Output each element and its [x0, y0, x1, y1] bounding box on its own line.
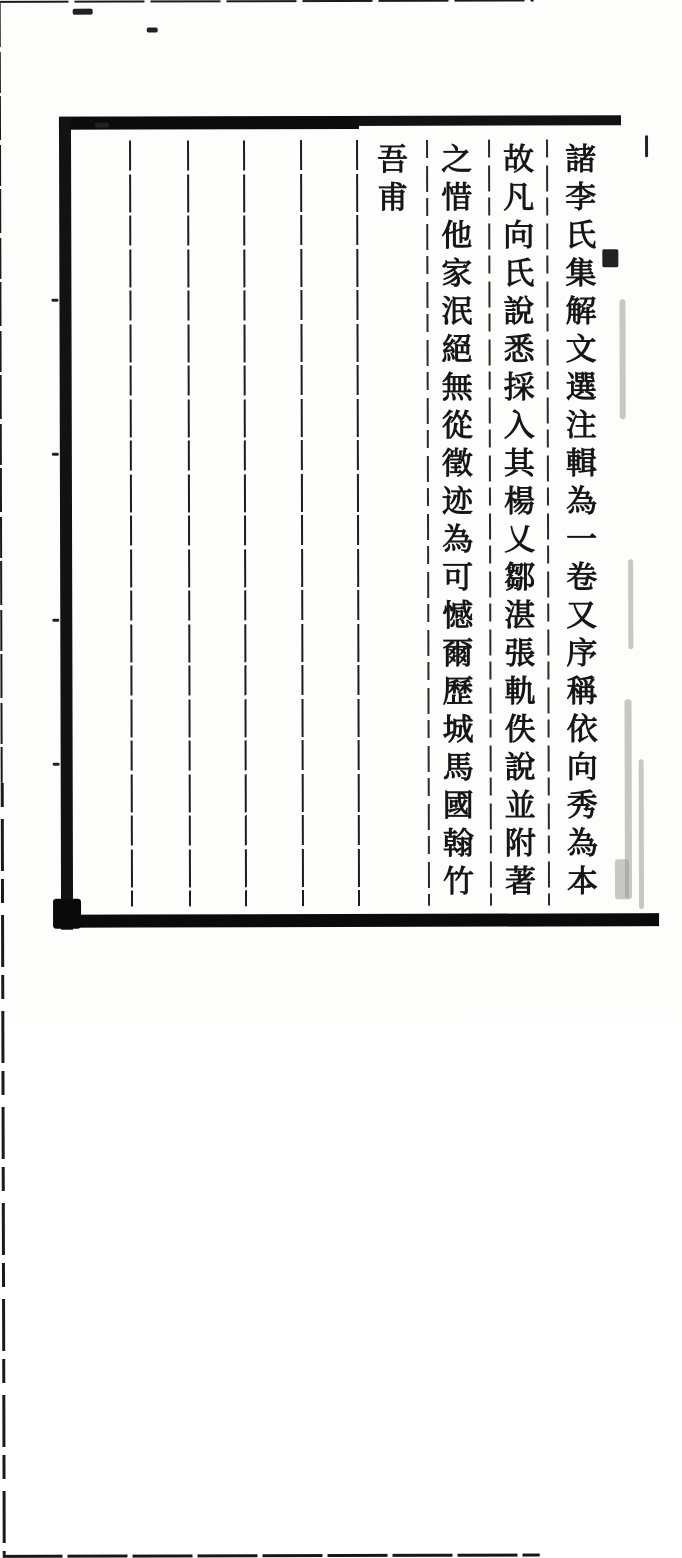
bleedthrough-smudge: [628, 559, 633, 649]
ink-speck: [95, 123, 109, 128]
ink-tick-left-margin: [53, 763, 60, 766]
frame-bottom-inner-rule: [3, 1553, 540, 1557]
bleedthrough-smudge: [639, 759, 644, 909]
frame-top-inner-rule: [0, 0, 534, 3]
ink-speck: [73, 9, 93, 15]
frame-bottom-border: [59, 913, 659, 928]
frame-left-inner-rule: [0, 3, 3, 783]
ink-speck: [147, 27, 158, 32]
column-divider: [187, 140, 191, 906]
bleedthrough-smudge: [615, 859, 629, 899]
ink-blob-right-edge: [602, 249, 618, 267]
text-column-3: 之惜他家泯絕無從徵迹為可憾爾歷城馬國翰竹: [435, 142, 474, 903]
bleedthrough-smudge: [619, 299, 625, 419]
column-divider: [488, 140, 492, 906]
frame-left-border: [59, 118, 73, 930]
text-column-1: 諸李氏集解文選注輯為一卷又序稱依向秀為本: [559, 142, 598, 903]
column-divider: [300, 140, 304, 906]
ink-speck: [645, 135, 648, 157]
ink-tick-left-margin: [51, 299, 58, 302]
column-divider: [356, 140, 360, 906]
ink-tick-left-margin: [52, 453, 59, 456]
frame-right-rule: [1, 783, 6, 1555]
text-column-2: 故凡向氏說悉採入其楊乂鄒湛張軌佚說並附著: [497, 142, 536, 903]
column-divider: [129, 141, 133, 907]
ink-tick-left-margin: [52, 619, 59, 622]
column-divider: [243, 140, 247, 906]
column-divider: [546, 139, 550, 905]
text-column-4: 吾甫: [371, 142, 408, 219]
column-divider: [426, 140, 430, 906]
ink-blob-bottom-left: [53, 899, 81, 929]
